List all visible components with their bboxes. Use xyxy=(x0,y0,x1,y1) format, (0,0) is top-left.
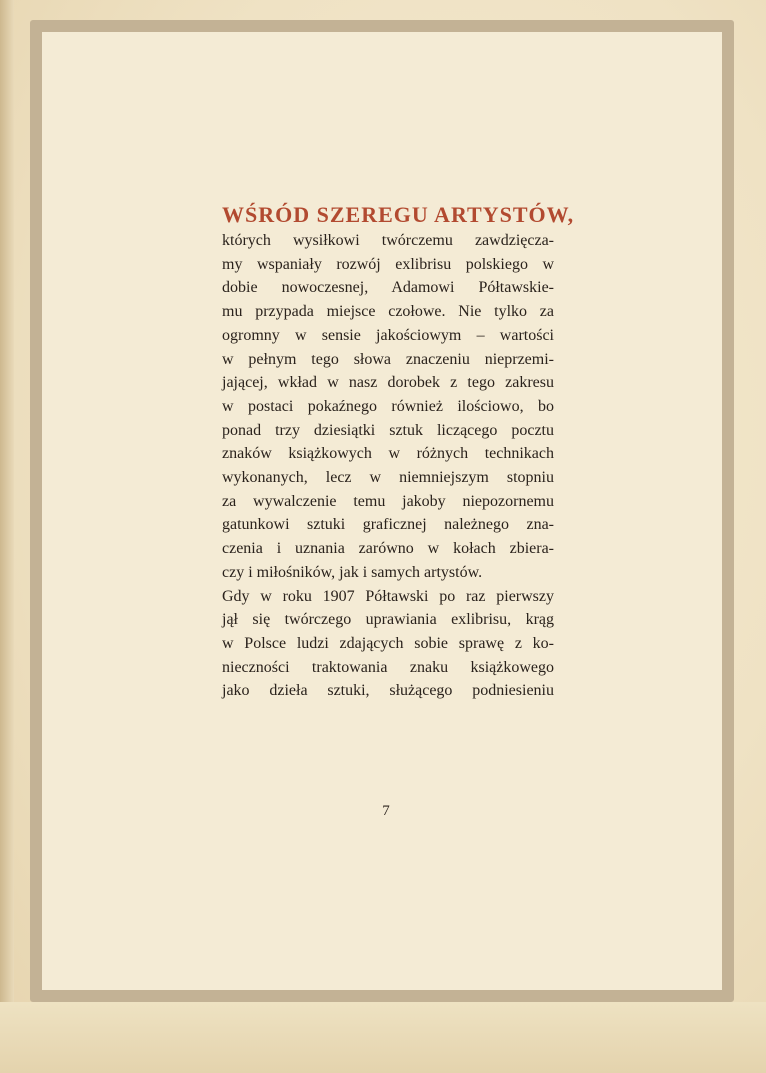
text-line: Gdy w roku 1907 Półtawski po raz pierwszy xyxy=(222,587,554,605)
text-line: dobie nowoczesnej, Adamowi Półtawskie- xyxy=(222,279,554,297)
text-line: w pełnym tego słowa znaczeniu nieprzemi- xyxy=(222,350,554,368)
page-number: 7 xyxy=(382,803,390,819)
text-line: w postaci pokaźnego również ilościowo, bo xyxy=(222,397,554,415)
page-heading: WŚRÓD SZEREGU ARTYSTÓW, xyxy=(222,202,575,227)
text-line: my wspaniały rozwój exlibrisu polskiego w xyxy=(222,255,554,273)
text-line: mu przypada miejsce czołowe. Nie tylko za xyxy=(222,303,554,321)
text-block xyxy=(222,201,575,703)
paper-left-edge xyxy=(0,0,14,1073)
text-line: jął się twórczego uprawiania exlibrisu, krąg xyxy=(222,611,554,629)
text-line: w Polsce ludzi zdających sobie sprawę z ko- xyxy=(222,634,554,652)
text-line: jającej, wkład w nasz dorobek z tego zakresu xyxy=(222,374,554,392)
text-line: czy i miłośników, jak i samych artystów. xyxy=(222,563,483,581)
text-line: jako dzieła sztuki, służącego podniesieniu xyxy=(222,682,554,700)
text-line: gatunkowi sztuki graficznej należnego zna- xyxy=(222,516,554,534)
text-line: za wywalczenie temu jakoby niepozornemu xyxy=(222,492,554,510)
paper-bottom-margin xyxy=(0,1002,766,1073)
text-line: czenia i uznania zarówno w kołach zbiera- xyxy=(222,540,554,558)
text-line: znaków książkowych w różnych technikach xyxy=(222,445,554,463)
text-line: ogromny w sensie jakościowym – wartości xyxy=(222,326,554,344)
text-line: nieczności traktowania znaku książkowego xyxy=(222,658,554,676)
text-line: ponad trzy dziesiątki sztuk liczącego pocztu xyxy=(222,421,554,439)
text-line: których wysiłkowi twórczemu zawdzięcza- xyxy=(222,232,554,249)
text-line: wykonanych, lecz w niemniejszym stopniu xyxy=(222,469,554,487)
